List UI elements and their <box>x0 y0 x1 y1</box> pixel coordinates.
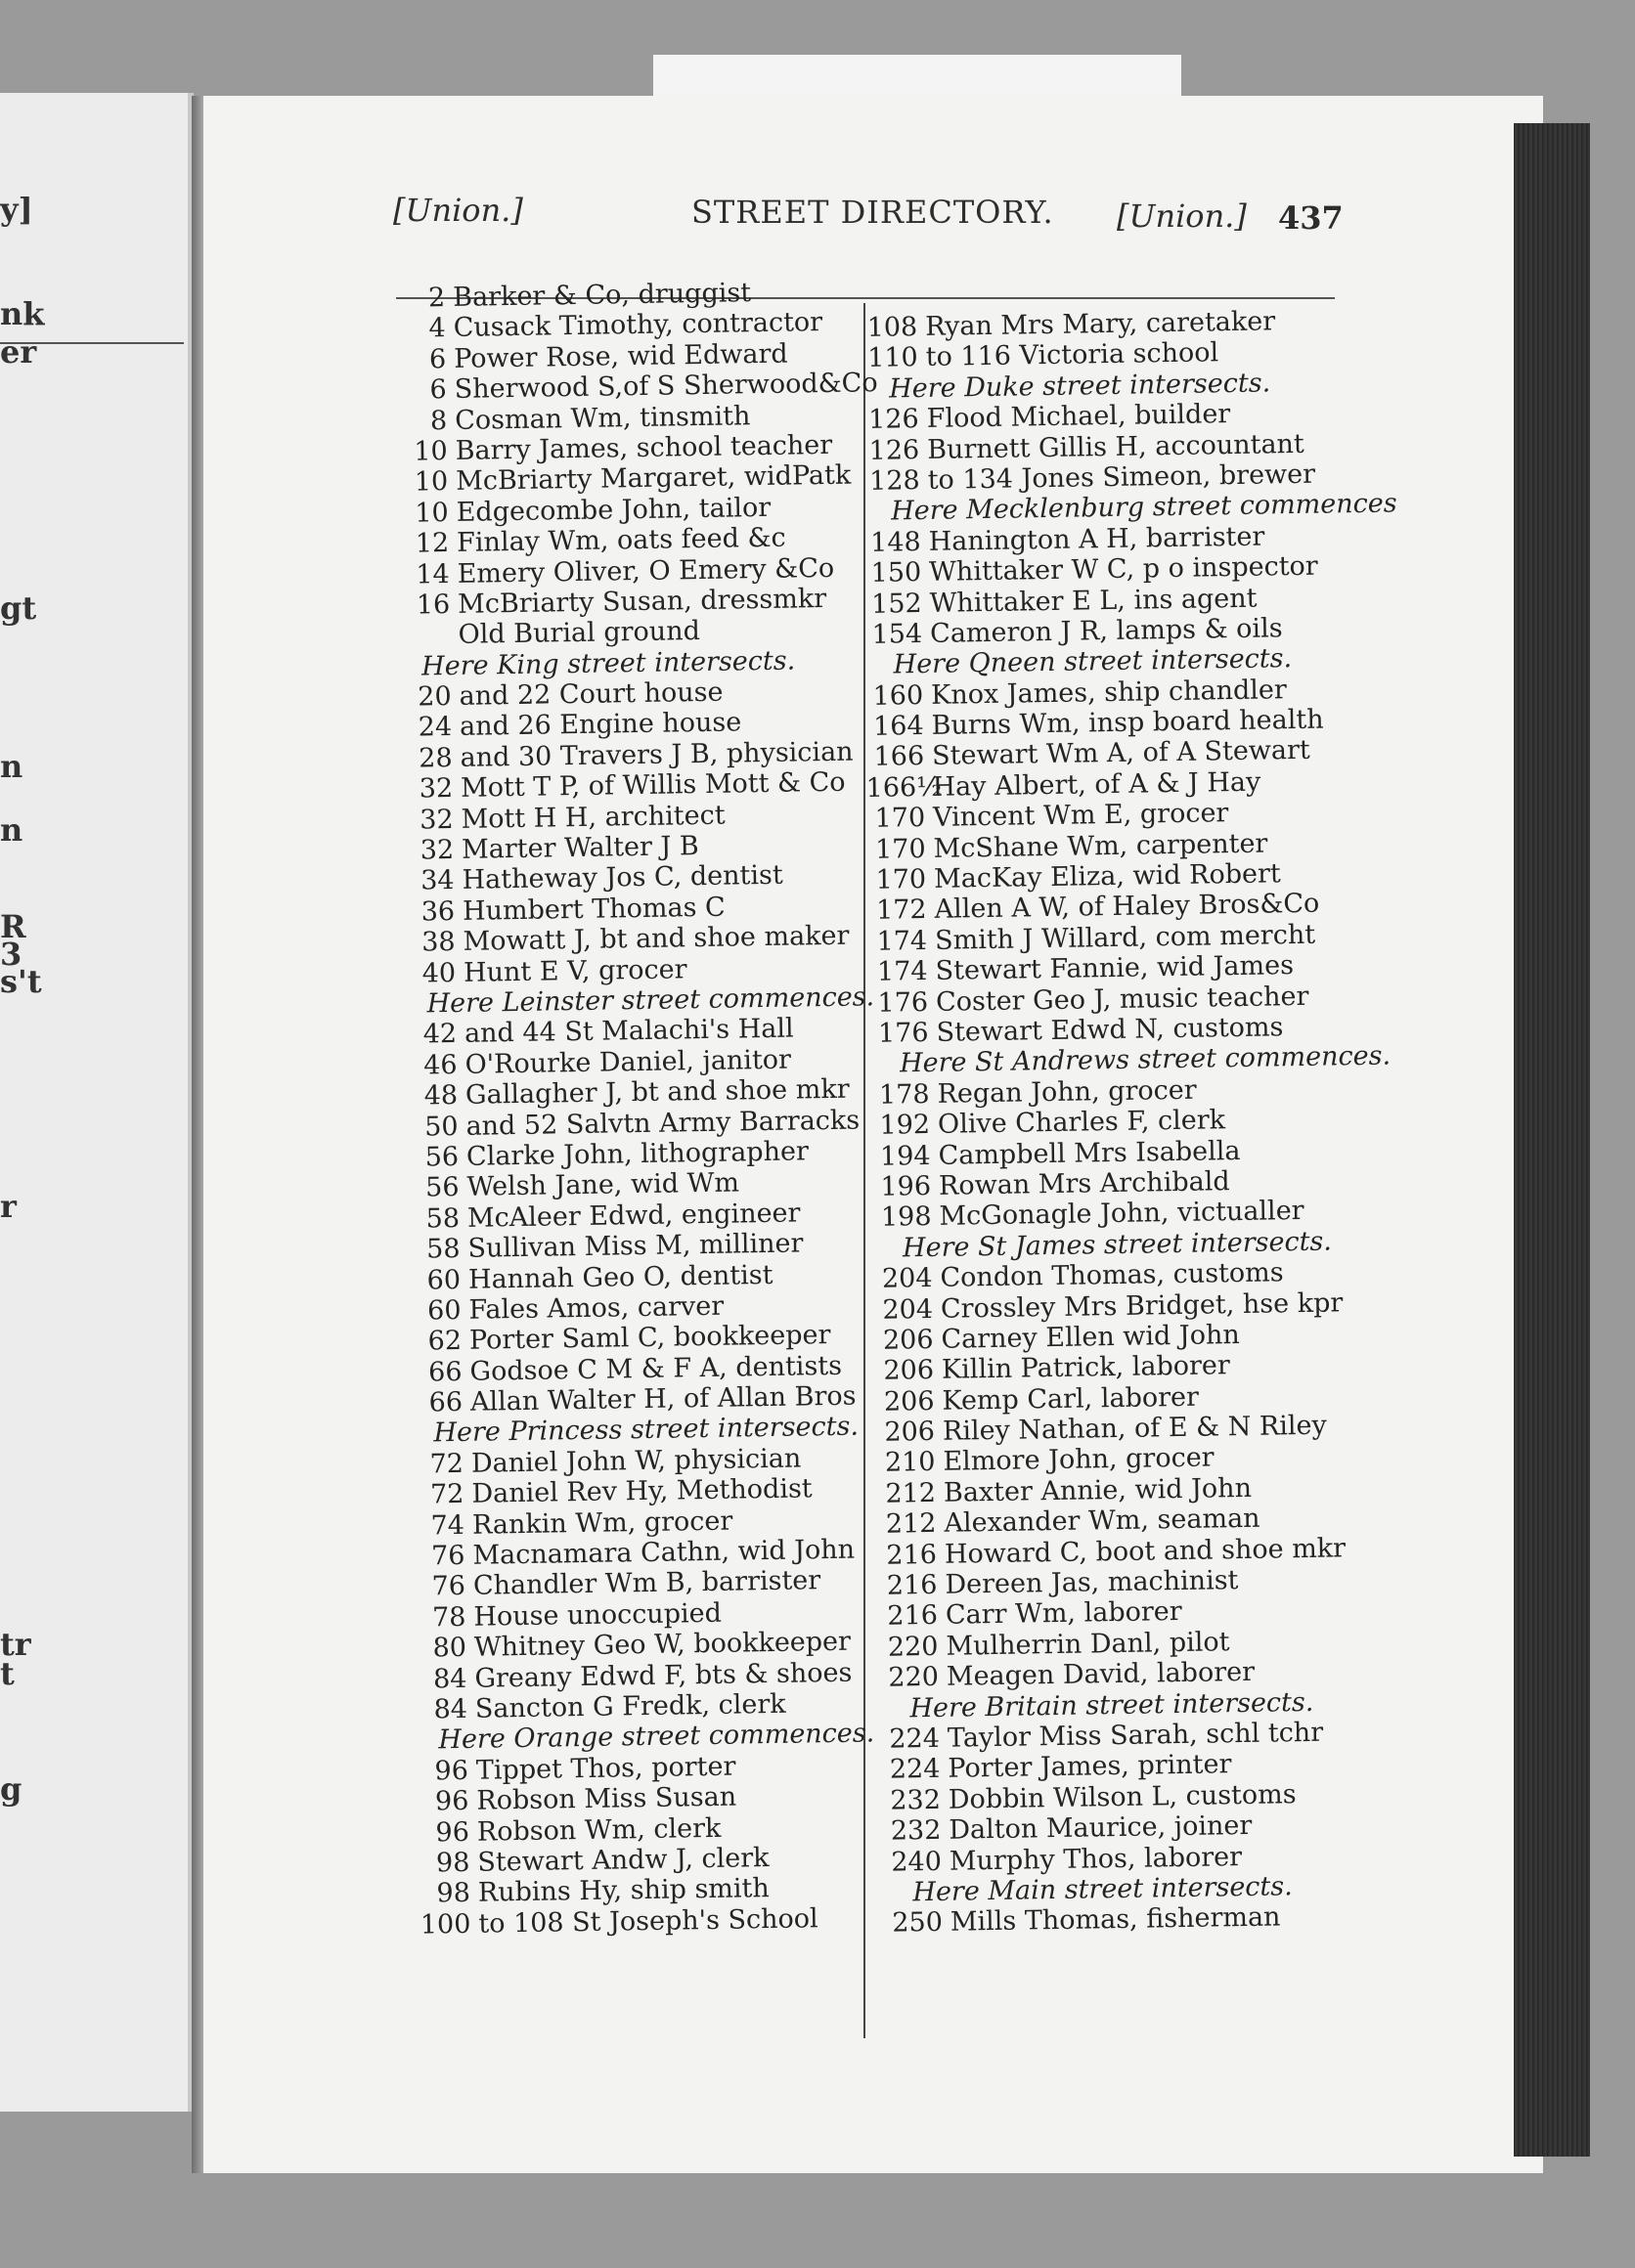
resident-name: Burns Wm, insp board health <box>931 704 1324 741</box>
house-number: 58 <box>425 1234 461 1265</box>
page-edges <box>1514 123 1590 2157</box>
resident-name: Hay Albert, of A & J Hay <box>932 766 1261 803</box>
resident-name: Carr Wm, laborer <box>945 1596 1182 1632</box>
house-number: 198 <box>880 1201 932 1234</box>
house-number: 152 <box>870 588 922 620</box>
street-intersection-note: Here Main street intersects. <box>912 1871 1293 1908</box>
house-number: 224 <box>889 1723 941 1755</box>
resident-name: Carney Ellen wid John <box>941 1319 1240 1355</box>
resident-name: Chandler Wm B, barrister <box>472 1565 821 1602</box>
resident-name: Cosman Wm, tinsmith <box>454 400 751 436</box>
resident-name: McGonagle John, victualler <box>939 1196 1304 1233</box>
resident-name: Allen A W, of Haley Bros&Co <box>934 889 1320 926</box>
house-number: 220 <box>887 1631 939 1663</box>
resident-name: Flood Michael, builder <box>926 399 1231 435</box>
house-number: 204 <box>881 1263 933 1294</box>
fragment-text: n <box>0 811 23 849</box>
resident-name: Whitney Geo W, bookkeeper <box>473 1626 852 1663</box>
house-number: 176 <box>877 1017 929 1049</box>
house-number: 216 <box>886 1539 938 1571</box>
house-number: 76 <box>430 1540 465 1572</box>
street-intersection-note: Here Orange street commences. <box>438 1718 875 1756</box>
resident-name: Hannah Geo O, dentist <box>467 1259 773 1295</box>
resident-name: Whittaker E L, ins agent <box>929 583 1258 619</box>
resident-name: Mulherrin Danl, pilot <box>946 1627 1230 1662</box>
header-title: STREET DIRECTORY. <box>691 194 1054 231</box>
house-number: 206 <box>882 1324 934 1356</box>
resident-name: Macnamara Cathn, wid John <box>472 1534 856 1571</box>
house-number: 150 <box>870 557 922 589</box>
resident-name: Howard C, boot and shoe mkr <box>944 1532 1347 1570</box>
resident-name: Cusack Timothy, contractor <box>453 307 823 344</box>
resident-name: Whittaker W C, p o inspector <box>928 550 1318 589</box>
house-number: 84 <box>433 1693 468 1725</box>
house-number: 8 <box>429 405 448 436</box>
house-number: 206 <box>884 1416 936 1448</box>
house-number: 98 <box>436 1878 471 1909</box>
house-number: 74 <box>430 1509 465 1542</box>
house-number: 78 <box>431 1601 466 1634</box>
resident-name: Humbert Thomas C <box>462 892 726 927</box>
house-number: 34 <box>420 865 455 896</box>
house-number: 250 <box>892 1907 944 1939</box>
page-number: 437 <box>1278 199 1344 237</box>
fragment-text: y] <box>0 191 33 228</box>
resident-name: Burnett Gillis H, accountant <box>926 428 1305 465</box>
header-street-left: [Union.] <box>393 192 523 229</box>
house-number: 178 <box>878 1078 930 1111</box>
house-number: 160 <box>872 679 924 712</box>
directory-entry: Old Burial ground <box>458 616 701 651</box>
house-number: 80 <box>432 1633 467 1664</box>
house-number: 96 <box>435 1816 470 1848</box>
house-number: 196 <box>880 1170 932 1202</box>
house-number: 126 <box>867 404 919 436</box>
house-number: 166½ <box>865 771 943 804</box>
house-number: 66 <box>428 1386 464 1418</box>
fragment-text: tr <box>0 1626 31 1663</box>
house-number: 48 <box>423 1080 459 1112</box>
house-number: 84 <box>432 1663 467 1694</box>
house-number: 224 <box>889 1754 941 1786</box>
resident-name: Rowan Mrs Archibald <box>938 1166 1230 1201</box>
house-number: 232 <box>890 1784 942 1816</box>
house-number: 148 <box>869 526 921 558</box>
resident-name: Coster Geo J, music teacher <box>935 981 1309 1018</box>
house-number: 176 <box>877 986 929 1019</box>
fragment-text: gt <box>0 589 37 627</box>
fragment-text: s't <box>0 963 42 1000</box>
house-number: 66 <box>427 1356 463 1388</box>
resident-name: Smith J Willard, com mercht <box>934 919 1316 956</box>
house-number: 174 <box>876 925 928 957</box>
resident-name: Marter Walter J B <box>461 831 699 865</box>
resident-name: Rankin Wm, grocer <box>471 1505 733 1541</box>
fragment-text: g <box>0 1770 22 1808</box>
house-number: 126 <box>868 434 920 466</box>
resident-name: and 52 Salvtn Army Barracks <box>465 1105 861 1142</box>
resident-name: Greany Edwd F, bts & shoes <box>474 1657 853 1694</box>
resident-name: Sancton G Fredk, clerk <box>474 1688 786 1724</box>
house-number: 6 <box>429 374 447 406</box>
house-number: 98 <box>435 1847 470 1879</box>
resident-name: Tippet Thos, porter <box>475 1751 736 1786</box>
house-number: 96 <box>434 1755 469 1787</box>
resident-name: McBriarty Susan, dressmkr <box>457 583 827 620</box>
house-number: 212 <box>885 1508 937 1540</box>
resident-name: and 26 Engine house <box>459 707 742 743</box>
house-number: 170 <box>874 803 926 835</box>
house-number: 36 <box>420 895 456 928</box>
house-number: 46 <box>422 1049 458 1081</box>
resident-name: and 22 Court house <box>459 676 724 712</box>
resident-name: Allan Walter H, of Allan Bros <box>469 1380 857 1418</box>
house-number: 204 <box>882 1293 934 1326</box>
resident-name: Stewart Wm A, of A Stewart <box>931 735 1311 772</box>
resident-name: Cameron J R, lamps & oils <box>929 613 1283 649</box>
resident-name: McShane Wm, carpenter <box>933 828 1268 864</box>
street-intersection-note: Here Duke street intersects. <box>888 368 1271 405</box>
resident-name: Clarke John, lithographer <box>465 1136 810 1172</box>
resident-name: Hanington A H, barrister <box>928 521 1265 557</box>
resident-name: Rubins Hy, ship smith <box>477 1873 771 1909</box>
house-number: 14 <box>416 558 450 590</box>
house-number: 216 <box>887 1600 939 1633</box>
street-intersection-note: Here Leinster street commences. <box>426 981 875 1020</box>
resident-name: Barker & Co, druggist <box>452 278 752 313</box>
house-number: 100 <box>420 1908 471 1941</box>
resident-name: MacKay Eliza, wid Robert <box>933 858 1281 894</box>
house-number: 38 <box>420 927 456 958</box>
resident-name: Robson Wm, clerk <box>476 1812 722 1848</box>
resident-name: Mowatt J, bt and shoe maker <box>463 920 850 958</box>
resident-name: Stewart Fannie, wid James <box>935 950 1295 987</box>
house-number: 56 <box>424 1172 460 1203</box>
fragment-text: t <box>0 1655 15 1692</box>
page-tab-strip <box>653 55 1181 98</box>
resident-name: Crossley Mrs Bridget, hse kpr <box>940 1287 1344 1325</box>
house-number: 10 <box>415 497 449 529</box>
house-number: 72 <box>429 1448 464 1480</box>
resident-name: Dereen Jas, machinist <box>945 1565 1239 1600</box>
house-number: 164 <box>872 711 924 742</box>
street-intersection-note: Here King street intersects. <box>420 645 796 682</box>
house-number: 170 <box>875 864 927 895</box>
resident-name: Barry James, school teacher <box>455 429 833 466</box>
resident-name: Emery Oliver, O Emery &Co <box>457 552 835 589</box>
resident-name: Power Rose, wid Edward <box>453 338 788 374</box>
facing-page-fragment <box>0 93 194 2112</box>
resident-name: Ryan Mrs Mary, caretaker <box>924 306 1276 342</box>
house-number: 72 <box>429 1479 464 1510</box>
resident-name: O'Rourke Daniel, janitor <box>464 1044 792 1080</box>
fragment-text: nk <box>0 295 45 332</box>
right-column <box>859 305 1397 1939</box>
street-intersection-note: Here St Andrews street commences. <box>899 1040 1392 1079</box>
house-number: 10 <box>414 466 449 498</box>
resident-name: Alexander Wm, seaman <box>944 1503 1260 1540</box>
resident-name: Porter Saml C, bookkeeper <box>468 1320 831 1357</box>
house-number: 10 <box>414 435 448 467</box>
house-number: 194 <box>879 1140 931 1172</box>
house-number: 62 <box>427 1326 463 1357</box>
resident-name: Kemp Carl, laborer <box>942 1381 1200 1417</box>
resident-name: Finlay Wm, oats feed &c <box>456 522 786 559</box>
house-number: 20 <box>418 681 452 713</box>
resident-name: Knox James, ship chandler <box>930 674 1288 711</box>
resident-name: to 116 Victoria school <box>925 337 1219 373</box>
resident-name: Olive Charles F, clerk <box>937 1105 1226 1140</box>
resident-name: Regan John, grocer <box>937 1074 1197 1110</box>
fragment-text: er <box>0 333 37 371</box>
resident-name: Condon Thomas, customs <box>940 1257 1284 1293</box>
resident-name: Porter James, printer <box>948 1749 1232 1785</box>
resident-name: Daniel John W, physician <box>470 1443 802 1479</box>
fragment-text: R <box>0 908 26 945</box>
resident-name: Hatheway Jos C, dentist <box>462 860 783 896</box>
fragment-text: n <box>0 748 23 785</box>
house-number: 12 <box>415 528 450 559</box>
resident-name: Mills Thomas, fisherman <box>950 1901 1281 1939</box>
house-number: 216 <box>886 1569 938 1601</box>
resident-name: House unoccupied <box>473 1597 723 1633</box>
resident-name: Sherwood S,of S Sherwood&Co <box>454 368 878 406</box>
house-number: 154 <box>871 618 923 650</box>
resident-name: Hunt E V, grocer <box>463 953 687 988</box>
resident-name: Murphy Thos, laborer <box>949 1841 1243 1877</box>
resident-name: Stewart Edwd N, customs <box>936 1012 1284 1048</box>
resident-name: Welsh Jane, wid Wm <box>466 1167 740 1203</box>
resident-name: Dalton Maurice, joiner <box>949 1810 1253 1846</box>
resident-name: Sullivan Miss M, milliner <box>467 1228 804 1264</box>
fragment-text: r <box>0 1188 17 1225</box>
resident-name: Edgecombe John, tailor <box>456 492 772 528</box>
left-column <box>386 276 887 1941</box>
resident-name: Campbell Mrs Isabella <box>938 1135 1241 1171</box>
resident-name: Godsoe C M & F A, dentists <box>469 1350 843 1387</box>
resident-name: Taylor Miss Sarah, schl tchr <box>947 1717 1324 1754</box>
resident-name: McBriarty Margaret, widPatk <box>455 459 852 498</box>
street-intersection-note: Here Princess street intersects. <box>433 1412 860 1449</box>
resident-name: Gallagher J, bt and shoe mkr <box>464 1073 850 1111</box>
resident-name: Mott T P, of Willis Mott & Co <box>460 766 846 805</box>
house-number: 170 <box>874 833 926 865</box>
house-number: 6 <box>428 343 447 375</box>
resident-name: Dobbin Wilson L, customs <box>948 1778 1297 1815</box>
house-number: 96 <box>434 1786 469 1817</box>
page-header <box>393 188 1351 242</box>
resident-name: Stewart Andw J, clerk <box>477 1842 770 1878</box>
house-number: 174 <box>876 956 928 987</box>
resident-name: Fales Amos, carver <box>468 1290 725 1326</box>
resident-name: McAleer Edwd, engineer <box>466 1198 801 1234</box>
house-number: 172 <box>875 894 927 927</box>
street-intersection-note: Here Qneen street intersects. <box>893 643 1293 680</box>
house-number: 192 <box>879 1110 931 1141</box>
house-number: 76 <box>431 1571 466 1602</box>
resident-name: Daniel Rev Hy, Methodist <box>471 1473 813 1510</box>
resident-name: and 30 Travers J B, physician <box>460 736 854 773</box>
resident-name: Elmore John, grocer <box>943 1442 1215 1478</box>
resident-name: Riley Nathan, of E & N Riley <box>942 1410 1327 1447</box>
house-number: 32 <box>420 835 455 866</box>
house-number: 206 <box>883 1355 935 1387</box>
resident-name: and 44 St Malachi's Hall <box>464 1013 794 1050</box>
house-number: 210 <box>884 1447 936 1479</box>
house-number: 128 <box>868 464 920 497</box>
house-number: 28 <box>419 742 453 774</box>
house-number: 2 <box>427 283 446 314</box>
house-number: 58 <box>425 1202 461 1235</box>
fragment-text: 3 <box>0 936 22 973</box>
resident-name: Mott H H, architect <box>461 800 726 835</box>
house-number: 56 <box>424 1141 460 1173</box>
house-number: 232 <box>890 1815 942 1847</box>
house-number: 42 <box>422 1019 458 1050</box>
resident-name: Robson Miss Susan <box>476 1781 737 1816</box>
house-number: 40 <box>421 957 457 989</box>
house-number: 32 <box>419 773 454 805</box>
house-number: 240 <box>891 1846 943 1878</box>
resident-name: Vincent Wm E, grocer <box>932 798 1229 834</box>
house-number: 50 <box>423 1111 459 1143</box>
header-street-right: [Union.] <box>1117 197 1247 235</box>
street-intersection-note: Here St James street intersects. <box>902 1226 1333 1264</box>
house-number: 108 <box>866 312 918 343</box>
house-number: 32 <box>420 804 454 836</box>
house-number: 220 <box>888 1662 940 1693</box>
house-number: 60 <box>426 1264 462 1295</box>
house-number: 60 <box>426 1294 462 1327</box>
resident-name: Meagen David, laborer <box>946 1656 1256 1692</box>
house-number: 212 <box>885 1477 937 1509</box>
resident-name: to 134 Jones Simeon, brewer <box>927 458 1316 496</box>
house-number: 24 <box>418 712 453 744</box>
house-number: 110 <box>866 342 918 374</box>
house-number: 16 <box>416 589 451 621</box>
resident-name: Killin Patrick, laborer <box>941 1350 1231 1386</box>
house-number: 4 <box>428 313 446 344</box>
resident-name: to 108 St Joseph's School <box>478 1902 818 1940</box>
house-number: 206 <box>883 1385 935 1418</box>
house-number: 166 <box>873 741 925 773</box>
street-intersection-note: Here Mecklenburg street commences <box>890 488 1397 527</box>
street-intersection-note: Here Britain street intersects. <box>909 1686 1314 1723</box>
resident-name: Baxter Annie, wid John <box>943 1472 1253 1508</box>
